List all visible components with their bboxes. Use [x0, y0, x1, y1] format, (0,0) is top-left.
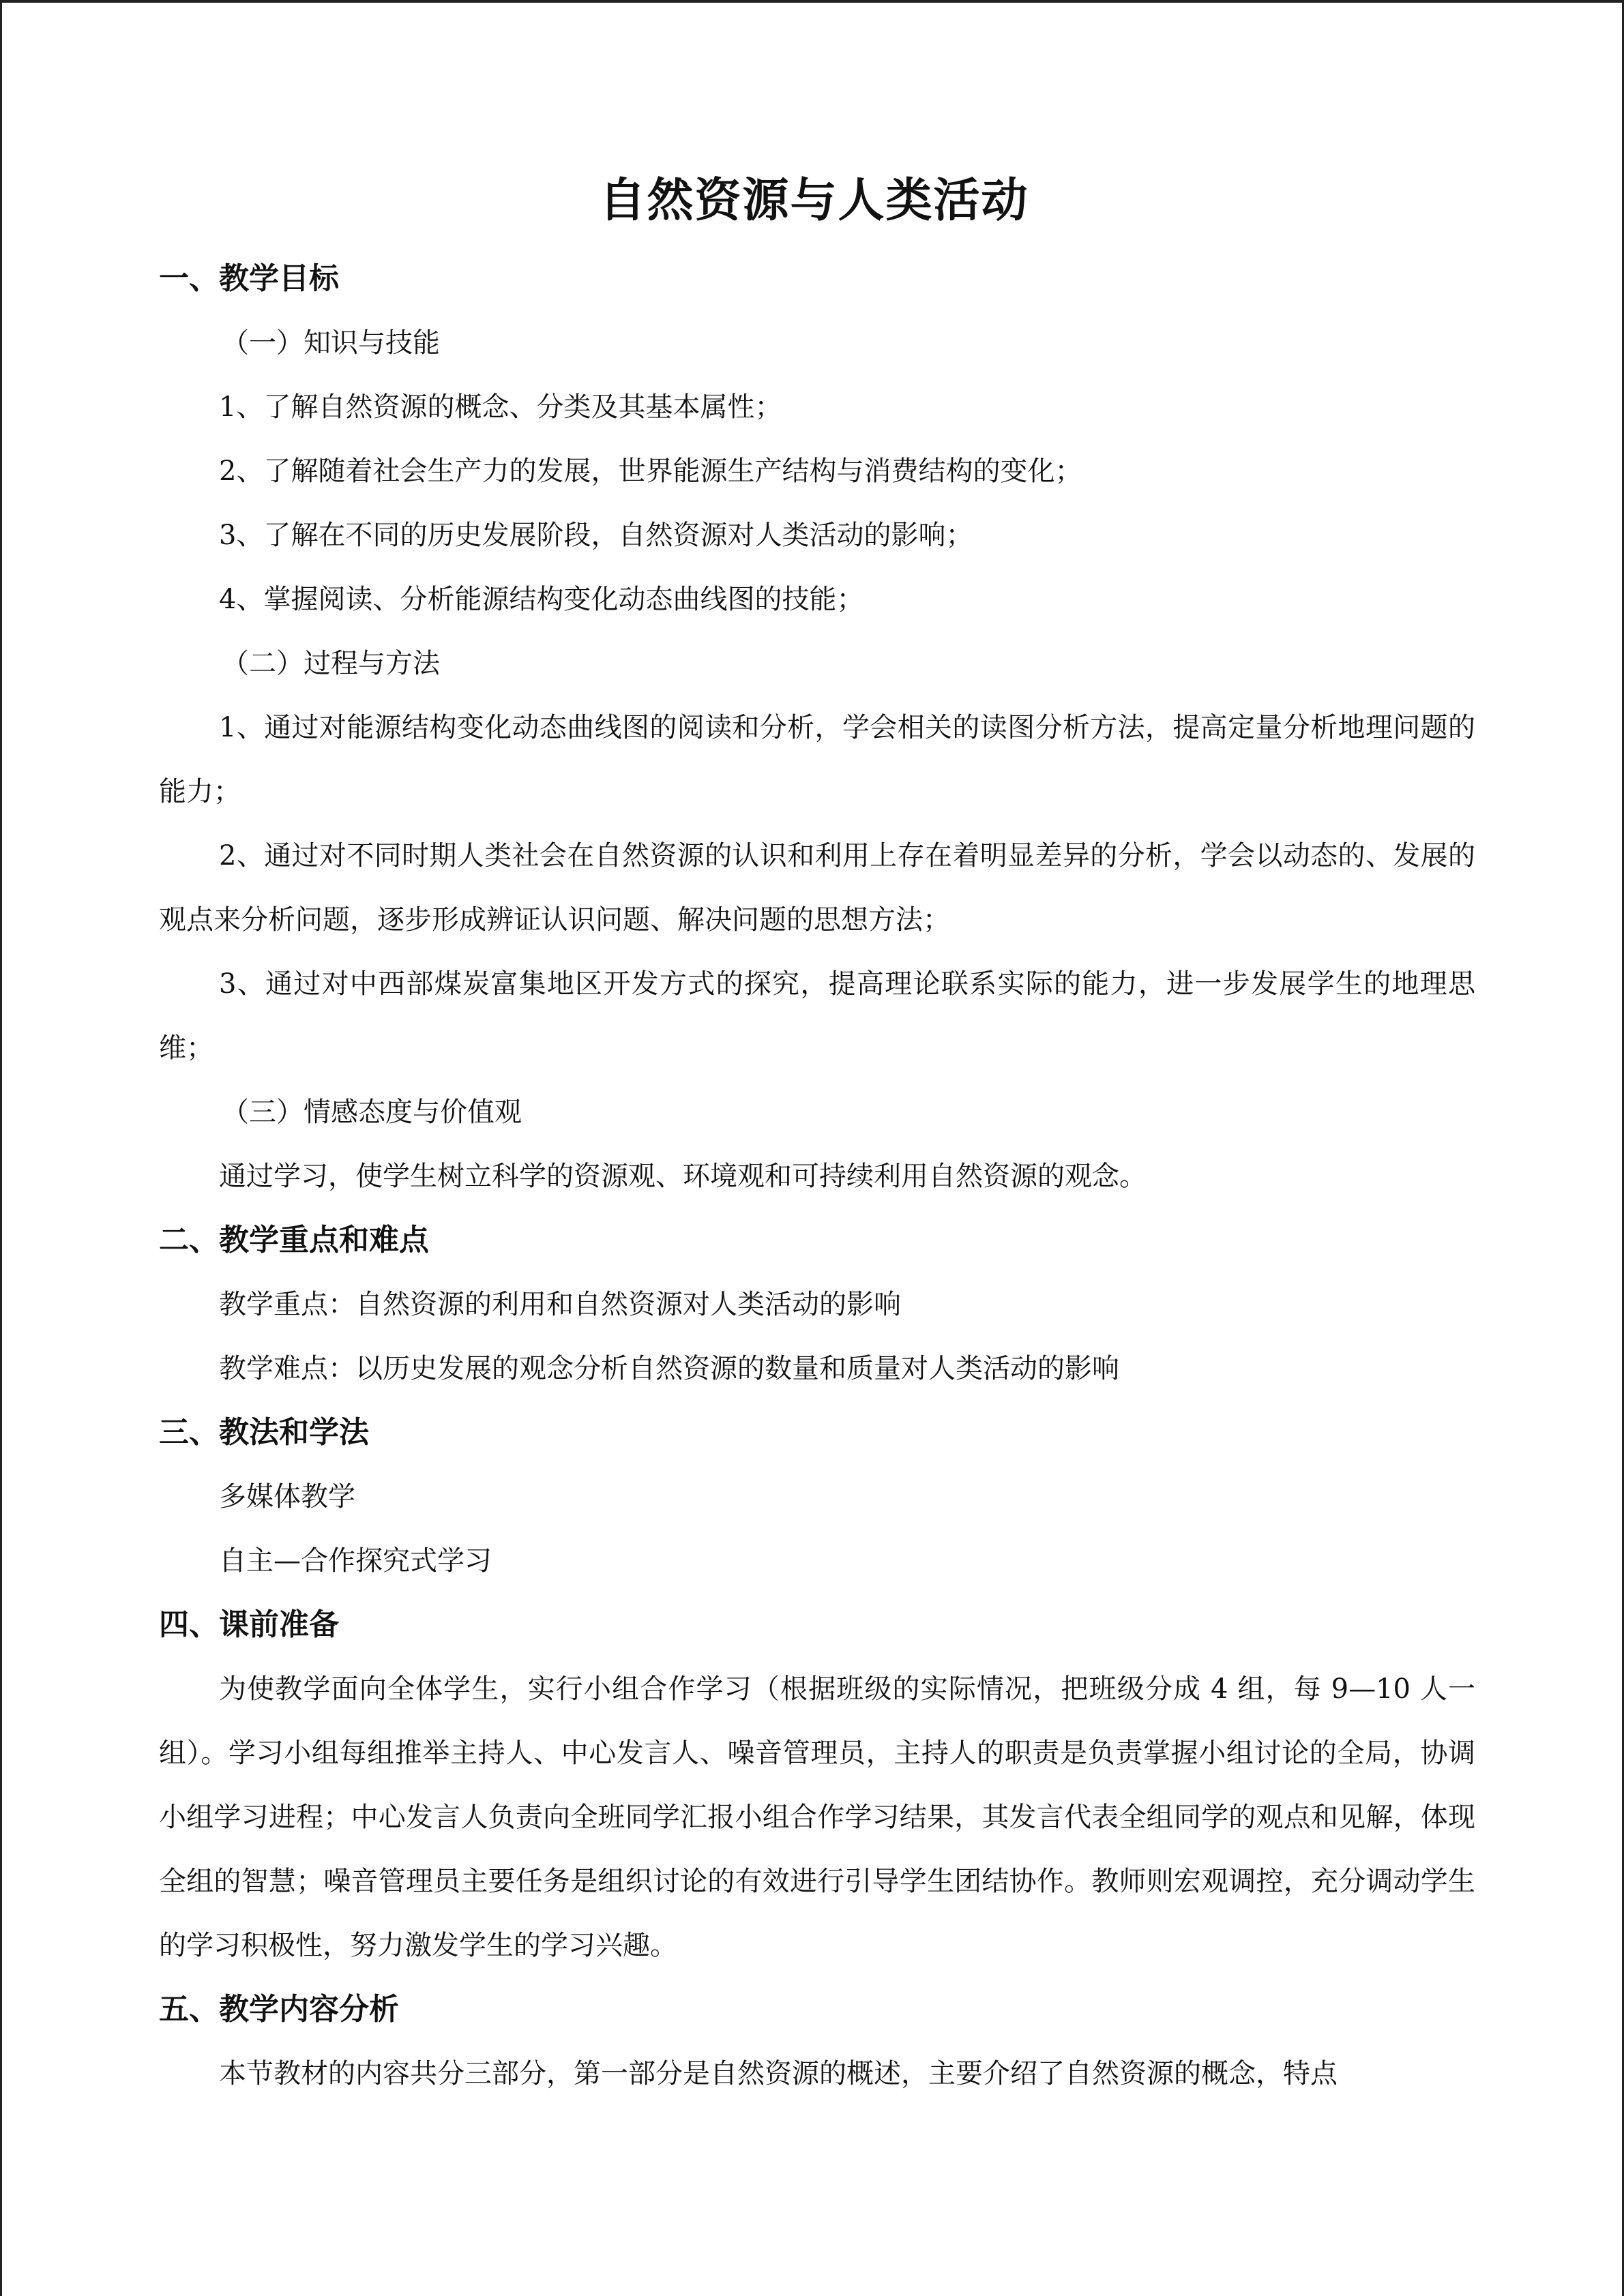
list-item: 1、通过对能源结构变化动态曲线图的阅读和分析，学会相关的读图分析方法，提高定量分析地理问题的能力； — [159, 712, 1475, 807]
preparation-paragraph: 为使教学面向全体学生，实行小组合作学习（根据班级的实际情况，把班级分成 4 组，每 9—10 人一组）。学习小组每组推举主持人、中心发言人、噪音管理员，主持人的职责是负责掌握小组讨论的全局，协调小组学习进程；中心发言人负责向全班同学汇报小组合作学习结果，其发言代表全组同学的观点和见解，体现全组的智慧；噪音管理员主要任务是组织讨论的有效进行引导学生团结协作。教师则宏观调控，充分调动学生的学习积极性，努力激发学生的学习兴趣。 — [159, 1673, 1475, 1961]
section-heading-preparation: 四、课前准备 — [159, 1607, 339, 1642]
subheading-knowledge-skills: （一）知识与技能 — [222, 327, 440, 359]
section-heading-objectives: 一、教学目标 — [159, 261, 339, 296]
method-text: 自主—合作探究式学习 — [219, 1545, 492, 1577]
content-analysis-paragraph: 本节教材的内容共分三部分，第一部分是自然资源的概述，主要介绍了自然资源的概念，特点 — [219, 2058, 1338, 2089]
subheading-process-method: （二）过程与方法 — [222, 648, 440, 679]
list-item: 2、通过对不同时期人类社会在自然资源的认识和利用上存在着明显差异的分析，学会以动态的、发展的观点来分析问题，逐步形成辨证认识问题、解决问题的思想方法； — [159, 840, 1475, 936]
list-item: 3、了解在不同的历史发展阶段，自然资源对人类活动的影响； — [219, 520, 973, 551]
method-text: 多媒体教学 — [219, 1481, 355, 1512]
list-item: 4、掌握阅读、分析能源结构变化动态曲线图的技能； — [219, 584, 864, 615]
section-heading-key-points: 二、教学重点和难点 — [159, 1223, 429, 1257]
document-title: 自然资源与人类活动 — [599, 174, 1029, 228]
subheading-attitude-values: （三）情感态度与价值观 — [222, 1097, 522, 1128]
list-item: 3、通过对中西部煤炭富集地区开发方式的探究，提高理论联系实际的能力，进一步发展学生的地理思维； — [159, 968, 1475, 1064]
section-heading-content-analysis: 五、教学内容分析 — [159, 1992, 399, 2027]
key-point-text: 教学重点：自然资源的利用和自然资源对人类活动的影响 — [219, 1289, 901, 1320]
list-item: 2、了解随着社会生产力的发展，世界能源生产结构与消费结构的变化； — [219, 456, 1082, 487]
list-item: 通过学习，使学生树立科学的资源观、环境观和可持续利用自然资源的观念。 — [219, 1161, 1147, 1192]
difficult-point-text: 教学难点：以历史发展的观念分析自然资源的数量和质量对人类活动的影响 — [219, 1353, 1119, 1384]
section-heading-methods: 三、教法和学法 — [159, 1415, 369, 1450]
document-body — [159, 247, 1475, 2106]
list-item: 1、了解自然资源的概念、分类及其基本属性； — [219, 391, 782, 423]
